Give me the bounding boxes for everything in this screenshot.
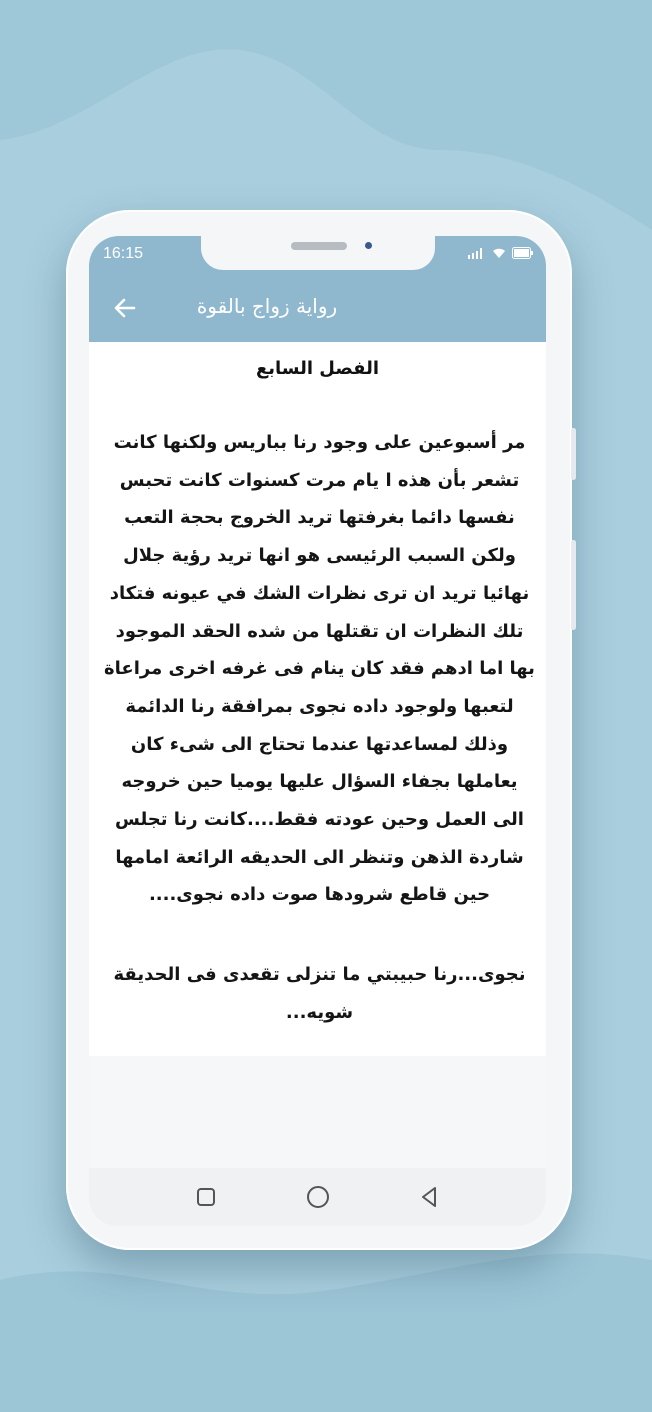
status-time: 16:15 xyxy=(103,245,144,262)
app-bar xyxy=(89,272,546,342)
recent-apps-icon xyxy=(193,1184,219,1210)
status-bar xyxy=(89,236,546,272)
signal-icon xyxy=(468,247,486,259)
battery-icon xyxy=(512,247,534,259)
front-camera xyxy=(365,242,372,249)
phone-screen xyxy=(89,236,546,1226)
volume-button xyxy=(571,428,576,480)
status-icons xyxy=(468,247,534,259)
chapter-paragraph: نجوى...رنا حبيبتي ما تنزلى تقعدى فى الحديقة شويه... xyxy=(113,964,526,1023)
content-footer-space xyxy=(89,1056,546,1168)
wifi-icon xyxy=(492,247,506,259)
arrow-left-icon xyxy=(109,292,141,324)
system-nav-bar xyxy=(89,1168,546,1226)
chapter-content[interactable] xyxy=(89,342,546,1056)
power-button xyxy=(571,540,576,630)
page-title: رواية زواج بالقوة xyxy=(196,294,338,318)
recent-apps-button[interactable] xyxy=(193,1184,219,1210)
back-triangle-icon xyxy=(417,1184,443,1210)
camera-notch xyxy=(201,236,435,270)
home-button[interactable] xyxy=(305,1184,331,1210)
chapter-title: الفصل السابع xyxy=(255,358,379,379)
chapter-paragraph: مر أسبوعين على وجود رنا بباريس ولكنها كانت تشعر بأن هذه ا يام مرت كسنوات كانت تحبس نفسها دائما بغرفتها تريد الخروج بحجة التعب ولكن السبب الرئيسى هو انها تريد رؤية جلال نهائيا تريد ان ترى نظرات الشك في عيونه فتكاد تلك النظرات ان تقتلها من شده الحقد الموجود بها اما ادهم فقد كان ينام فى غرفه اخرى مراعاة لتعبها ولوجود داده نجوى بمرافقة رنا الدائمة وذلك لمساعدتها عندما تحتاج الى شىء كان يعاملها بجفاء السؤال عليها يوميا حين خروجه الى العمل وحين عودته فقط....كانت رنا تجلس شاردة الذهن وتنظر الى الحديقه الرائعة امامها حين قاطع شرودها صوت داده نجوى.... xyxy=(104,432,535,906)
nav-back-button[interactable] xyxy=(417,1184,443,1210)
back-button[interactable] xyxy=(109,292,141,324)
home-icon xyxy=(305,1184,331,1210)
speaker-grille xyxy=(291,242,347,250)
